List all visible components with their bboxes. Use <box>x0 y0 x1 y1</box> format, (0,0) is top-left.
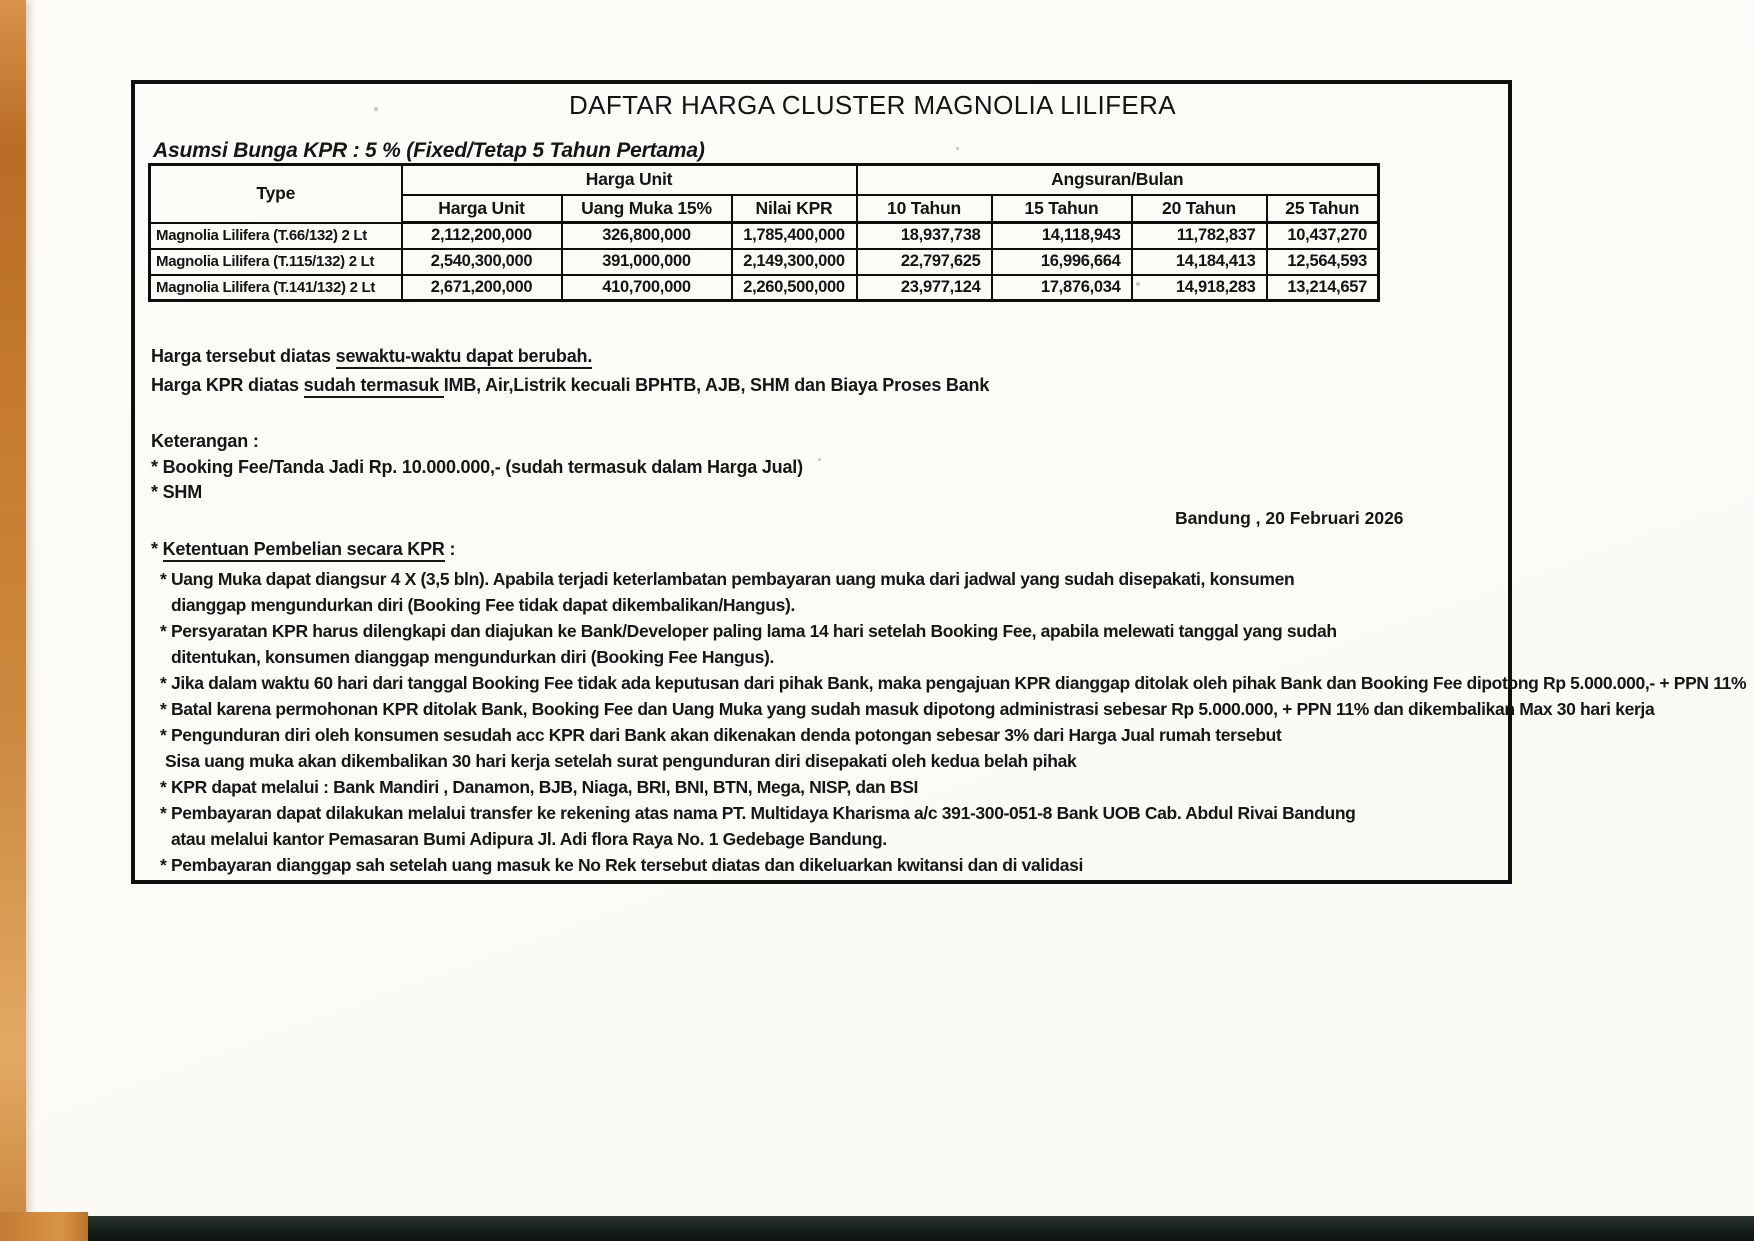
price-table <box>148 163 1380 302</box>
keterangan-heading: Keterangan : <box>151 431 259 451</box>
note-price-change <box>151 346 592 367</box>
note-price-change-prefix: Harga tersebut diatas <box>151 346 336 366</box>
scan-speck <box>818 458 821 461</box>
ketentuan-line-continuation: dianggap mengundurkan diri (Booking Fee tidak dapat dikembalikan/Hangus). <box>171 595 795 615</box>
kpr-assumption-line: Asumsi Bunga KPR : 5 % (Fixed/Tetap 5 Tahun Pertama) <box>153 139 705 162</box>
ketentuan-line-continuation: ditentukan, konsumen dianggap mengundurkan diri (Booking Fee Hangus). <box>171 647 774 667</box>
cell-harga-unit: 2,112,200,000 <box>402 223 562 249</box>
cell-25-tahun: 13,214,657 <box>1267 275 1379 301</box>
cell-20-tahun: 14,918,283 <box>1132 275 1267 301</box>
cell-15-tahun: 16,996,664 <box>992 249 1132 275</box>
document-border-frame <box>131 80 1747 884</box>
col-header-25-tahun: 25 Tahun <box>1267 195 1379 223</box>
cell-20-tahun: 14,184,413 <box>1132 249 1267 275</box>
col-header-20-tahun: 20 Tahun <box>1132 195 1267 223</box>
table-row <box>150 275 1379 301</box>
keterangan-item-shm: * SHM <box>151 482 203 502</box>
scan-bottom-left-edge <box>0 1212 88 1241</box>
cell-type: Magnolia Lilifera (T.66/132) 2 Lt <box>150 223 402 249</box>
cell-type: Magnolia Lilifera (T.115/132) 2 Lt <box>150 249 402 275</box>
ketentuan-line-continuation: atau melalui kantor Pemasaran Bumi Adipura Jl. Adi flora Raya No. 1 Gedebage Bandung. <box>171 829 887 849</box>
cell-25-tahun: 12,564,593 <box>1267 249 1379 275</box>
cell-nilai-kpr: 2,260,500,000 <box>732 275 857 301</box>
document-title: DAFTAR HARGA CLUSTER MAGNOLIA LILIFERA <box>568 90 1177 120</box>
note-kpr-rest: IMB, Air,Listrik kecuali BPHTB, AJB, SHM dan Biaya Proses Bank <box>443 375 990 395</box>
ketentuan-bullet: * <box>151 539 163 559</box>
scan-speck <box>956 147 959 150</box>
scan-bottom-dark-bar <box>88 1216 1754 1241</box>
ketentuan-line: * Pengunduran diri oleh konsumen sesudah acc KPR dari Bank akan dikenakan denda potongan sebesar 3% dari Harga Jual rumah tersebut <box>160 725 1282 745</box>
ketentuan-line: * Batal karena permohonan KPR ditolak Bank, Booking Fee dan Uang Muka yang sudah masuk dipotong administrasi sebesar Rp 5.000.000, + PPN 11% dan dikembalikan Max 30 hari kerja <box>160 699 1655 719</box>
ketentuan-heading-underlined: Ketentuan Pembelian secara KPR <box>163 539 445 562</box>
cell-uang-muka: 410,700,000 <box>562 275 732 301</box>
cell-10-tahun: 23,977,124 <box>857 275 992 301</box>
ketentuan-line: * KPR dapat melalui : Bank Mandiri , Danamon, BJB, Niaga, BRI, BNI, BTN, Mega, NISP, dan BSI <box>160 777 919 797</box>
cell-25-tahun: 10,437,270 <box>1267 223 1379 249</box>
note-kpr-includes <box>151 375 989 396</box>
ketentuan-line-continuation: Sisa uang muka akan dikembalikan 30 hari kerja setelah surat pengunduran diri disepakati oleh kedua belah pihak <box>165 751 1077 771</box>
cell-nilai-kpr: 2,149,300,000 <box>732 249 857 275</box>
ketentuan-heading-suffix: : <box>444 539 456 559</box>
ketentuan-line: * Uang Muka dapat diangsur 4 X (3,5 bln). Apabila terjadi keterlambatan pembayaran uang muka dari jadwal yang sudah disepakati, konsumen <box>160 569 1295 589</box>
col-header-uang-muka: Uang Muka 15% <box>562 195 732 223</box>
col-header-10-tahun: 10 Tahun <box>857 195 992 223</box>
note-price-change-underlined: sewaktu-waktu dapat berubah. <box>336 346 592 369</box>
city-date-line: Bandung , 20 Februari 2026 <box>1175 508 1404 528</box>
cell-20-tahun: 11,782,837 <box>1132 223 1267 249</box>
note-kpr-prefix: Harga KPR diatas <box>151 375 304 395</box>
cell-type: Magnolia Lilifera (T.141/132) 2 Lt <box>150 275 402 301</box>
ketentuan-line: * Pembayaran dianggap sah setelah uang masuk ke No Rek tersebut diatas dan dikeluarkan kwitansi dan di validasi <box>160 855 1084 875</box>
table-row <box>150 223 1379 249</box>
cell-harga-unit: 2,671,200,000 <box>402 275 562 301</box>
ketentuan-line: * Pembayaran dapat dilakukan melalui transfer ke rekening atas nama PT. Multidaya Kharisma a/c 391-300-051-8 Bank UOB Cab. Abdul Rivai Bandung <box>160 803 1356 823</box>
col-header-harga-unit: Harga Unit <box>402 195 562 223</box>
cell-uang-muka: 326,800,000 <box>562 223 732 249</box>
cell-uang-muka: 391,000,000 <box>562 249 732 275</box>
cell-harga-unit: 2,540,300,000 <box>402 249 562 275</box>
ketentuan-line: * Persyaratan KPR harus dilengkapi dan diajukan ke Bank/Developer paling lama 14 hari setelah Booking Fee, apabila melewati tanggal yang sudah <box>160 621 1337 641</box>
note-kpr-underlined: sudah termasuk <box>304 375 444 398</box>
group-header-angsuran: Angsuran/Bulan <box>857 165 1379 195</box>
cell-15-tahun: 14,118,943 <box>992 223 1132 249</box>
ketentuan-line: * Jika dalam waktu 60 hari dari tanggal Booking Fee tidak ada keputusan dari pihak Bank, maka pengajuan KPR dianggap ditolak oleh pihak Bank dan Booking Fee dipotong Rp 5.000.000,- + PPN 11% <box>160 673 1747 693</box>
scan-left-edge <box>0 0 26 1241</box>
scan-speck <box>1136 282 1140 286</box>
cell-10-tahun: 18,937,738 <box>857 223 992 249</box>
col-header-type: Type <box>150 165 402 223</box>
scan-speck <box>374 107 378 111</box>
cell-10-tahun: 22,797,625 <box>857 249 992 275</box>
cell-nilai-kpr: 1,785,400,000 <box>732 223 857 249</box>
keterangan-item-booking-fee: * Booking Fee/Tanda Jadi Rp. 10.000.000,- (sudah termasuk dalam Harga Jual) <box>151 457 803 477</box>
table-row <box>150 249 1379 275</box>
col-header-nilai-kpr: Nilai KPR <box>732 195 857 223</box>
ketentuan-heading <box>151 539 455 560</box>
cell-15-tahun: 17,876,034 <box>992 275 1132 301</box>
ketentuan-list <box>151 566 1747 878</box>
col-header-15-tahun: 15 Tahun <box>992 195 1132 223</box>
group-header-harga-unit: Harga Unit <box>402 165 857 195</box>
